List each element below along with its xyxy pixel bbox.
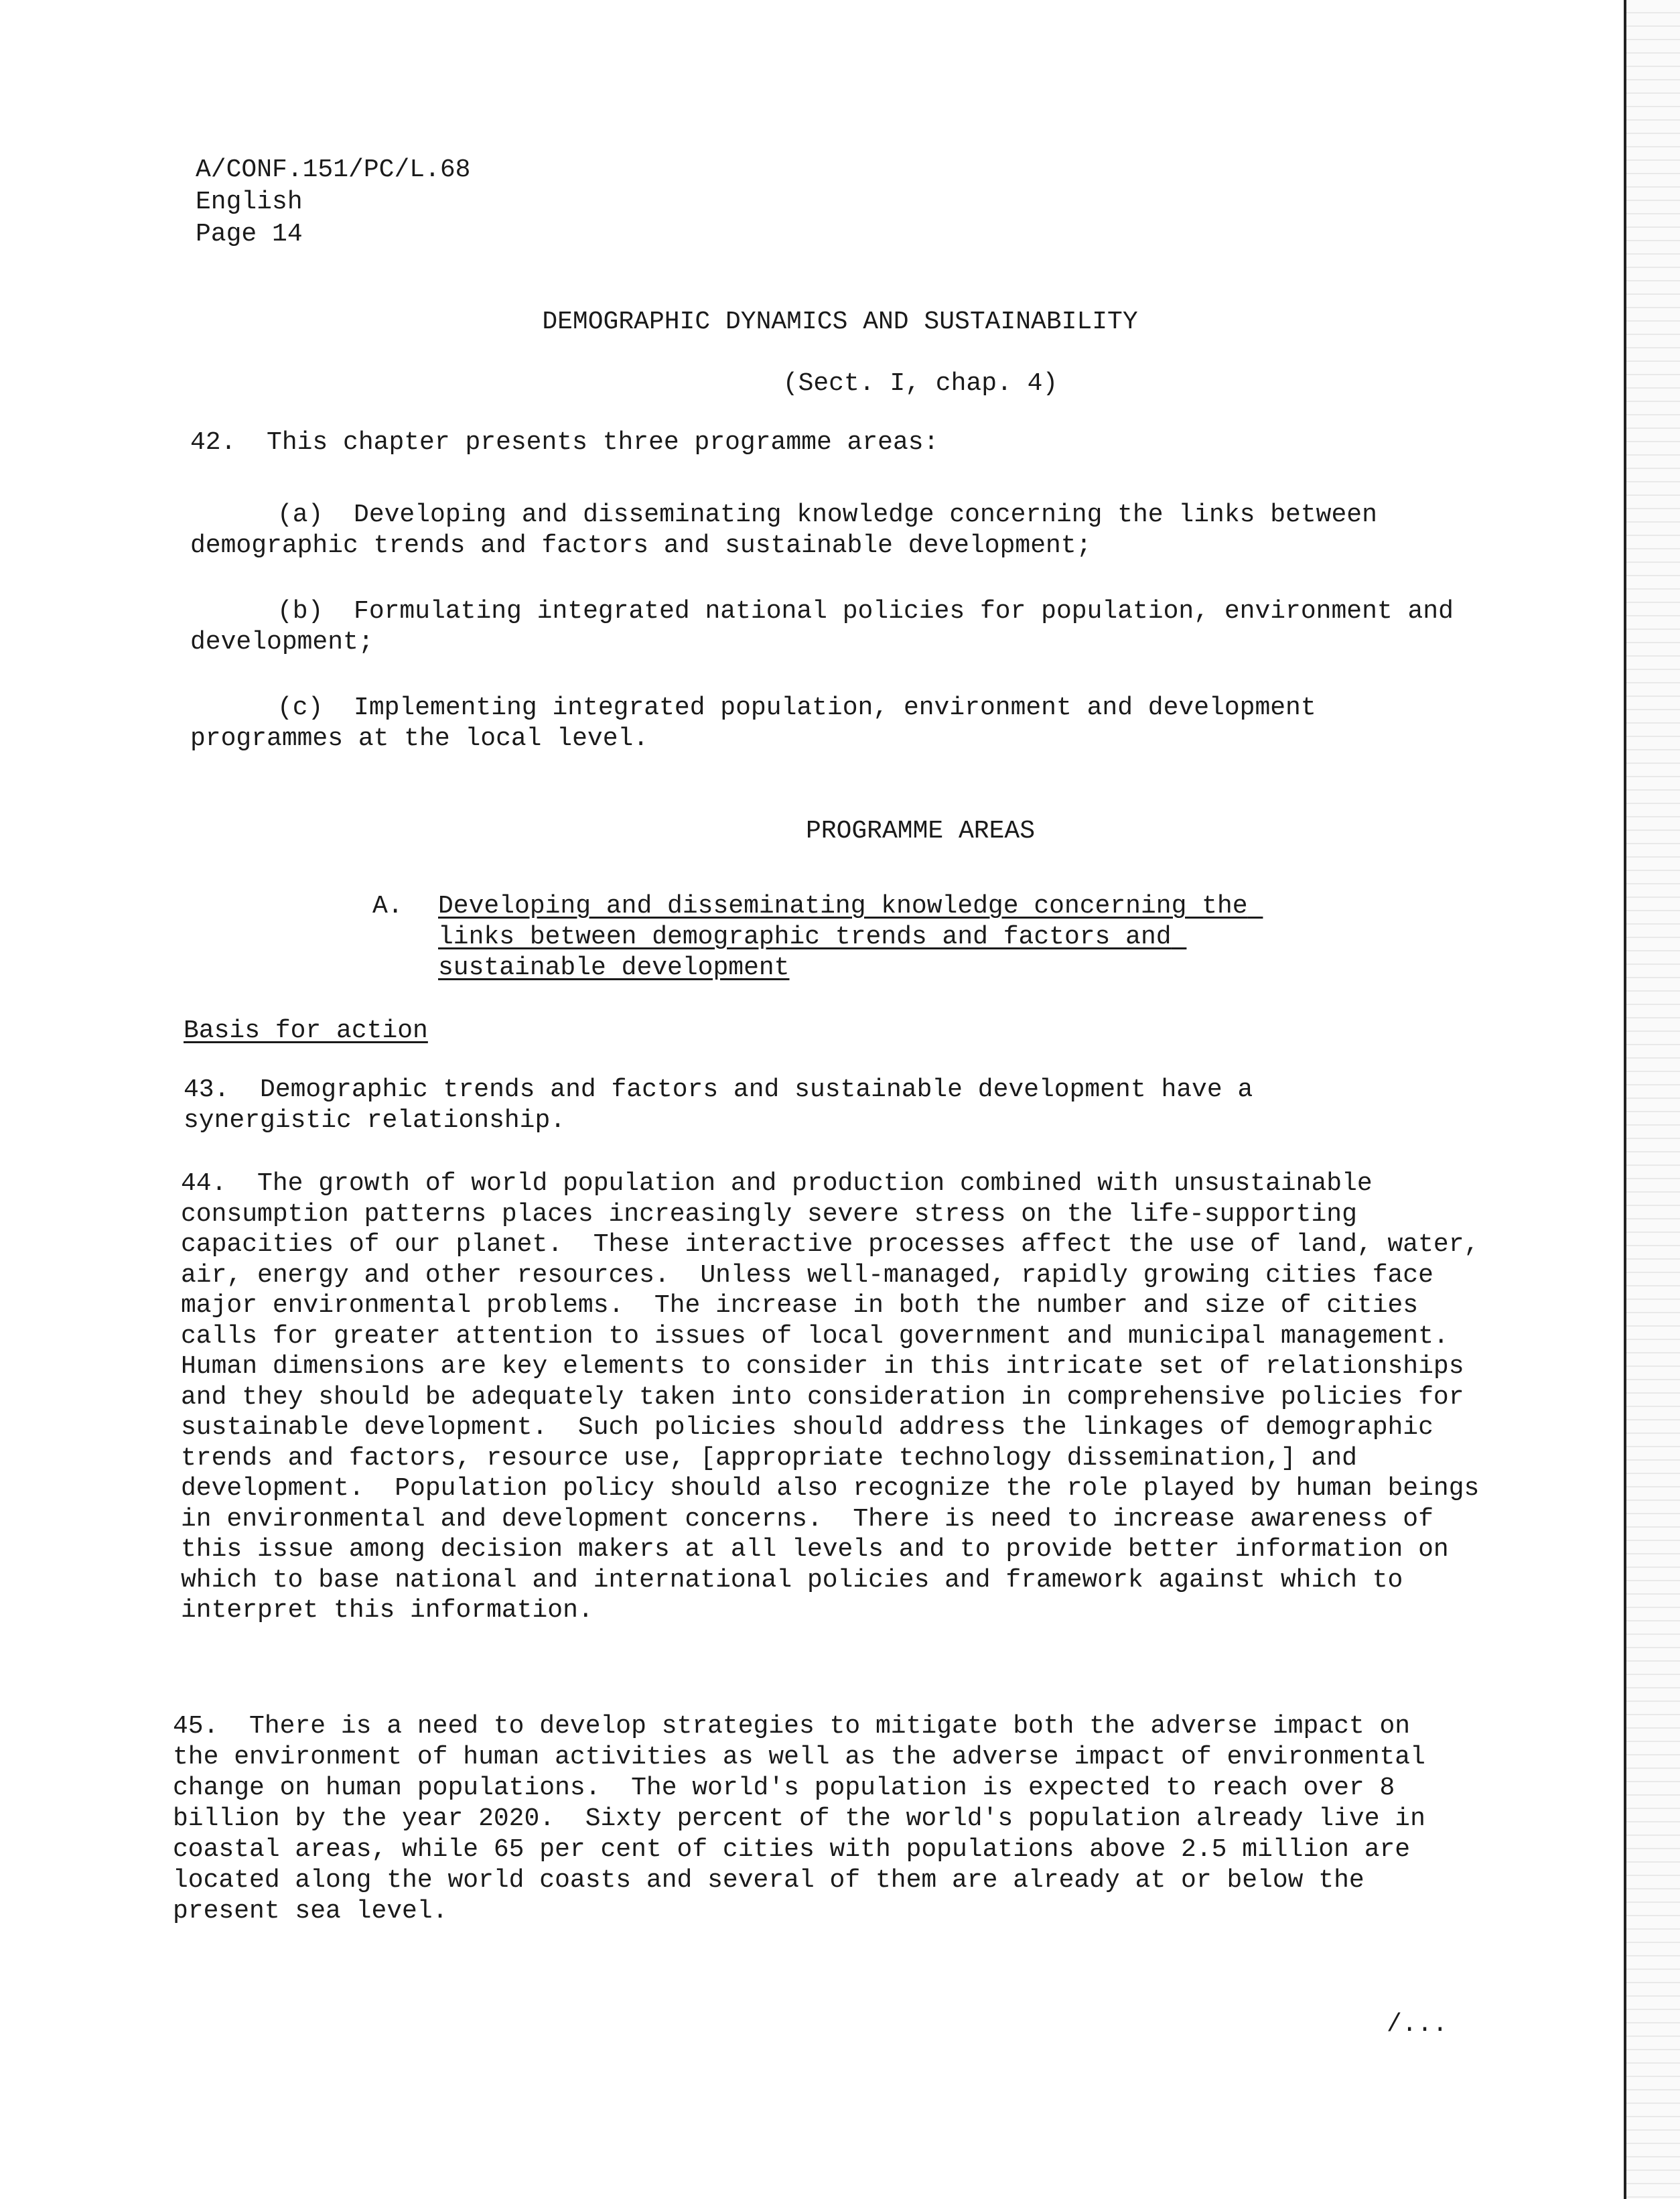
programme-areas-heading: PROGRAMME AREAS xyxy=(805,817,1036,846)
programme-area-a-title: Developing and disseminating knowledge concerning the links between demographic trends and factors and sustainable development xyxy=(438,892,1263,982)
basis-for-action-heading: Basis for action xyxy=(184,1016,428,1045)
continuation-mark: /... xyxy=(1387,2010,1448,2039)
page-number: Page 14 xyxy=(196,220,303,249)
paragraph-42-intro: 42. This chapter presents three programme areas: xyxy=(190,428,939,457)
paragraph-42-item-a: (a) Developing and disseminating knowledge concerning the links between demographic trends and factors and sustainable development; xyxy=(190,501,1393,560)
chapter-subtitle: (Sect. I, chap. 4) xyxy=(782,369,1058,398)
document-language: English xyxy=(196,188,303,216)
programme-area-a-label: A. xyxy=(372,892,403,921)
document-symbol: A/CONF.151/PC/L.68 xyxy=(196,155,471,184)
chapter-title: DEMOGRAPHIC DYNAMICS AND SUSTAINABILITY xyxy=(542,308,1138,336)
paragraph-44: 44. The growth of world population and production combined with unsustainable consumption patterns places increasingly severe stress on the life-supporting capacities of our planet. These interactive processes affect the use of land, water, air, energy and other resources. Unless well-managed, rapidly growing cities face major environmental problems. The increase in both the number and size of cities calls for greater attention to issues of local government and municipal management. Human dimensions are key elements to consider in this intricate set of relationships and they should be adequately taken into consideration in comprehensive policies for sustainable development. Such policies should address the linkages of demographic trends and factors, resource use, [appropriate technology dissemination,] and development. Population policy should also recognize the role played by human beings in environmental and development concerns. There is need to increase awareness of this issue among decision makers at all levels and to provide better information on which to base national and international policies and framework against which to interpret this information. xyxy=(181,1169,1495,1625)
paragraph-43: 43. Demographic trends and factors and sustainable development have a synergistic relationship. xyxy=(184,1075,1269,1135)
paragraph-45: 45. There is a need to develop strategies to mitigate both the adverse impact on the environment of human activities as well as the adverse impact of environmental change on human populations. The world's population is expected to reach over 8 billion by the year 2020. Sixty percent of the world's population already live in coastal areas, while 65 per cent of cities with populations above 2.5 million are located along the world coasts and several of them are already at or below the present sea level. xyxy=(173,1712,1441,1926)
document-header xyxy=(196,154,470,251)
paragraph-42-item-b: (b) Formulating integrated national policies for population, environment and development; xyxy=(190,597,1469,657)
paragraph-42-item-c: (c) Implementing integrated population, environment and development programmes at the local level. xyxy=(190,693,1332,753)
